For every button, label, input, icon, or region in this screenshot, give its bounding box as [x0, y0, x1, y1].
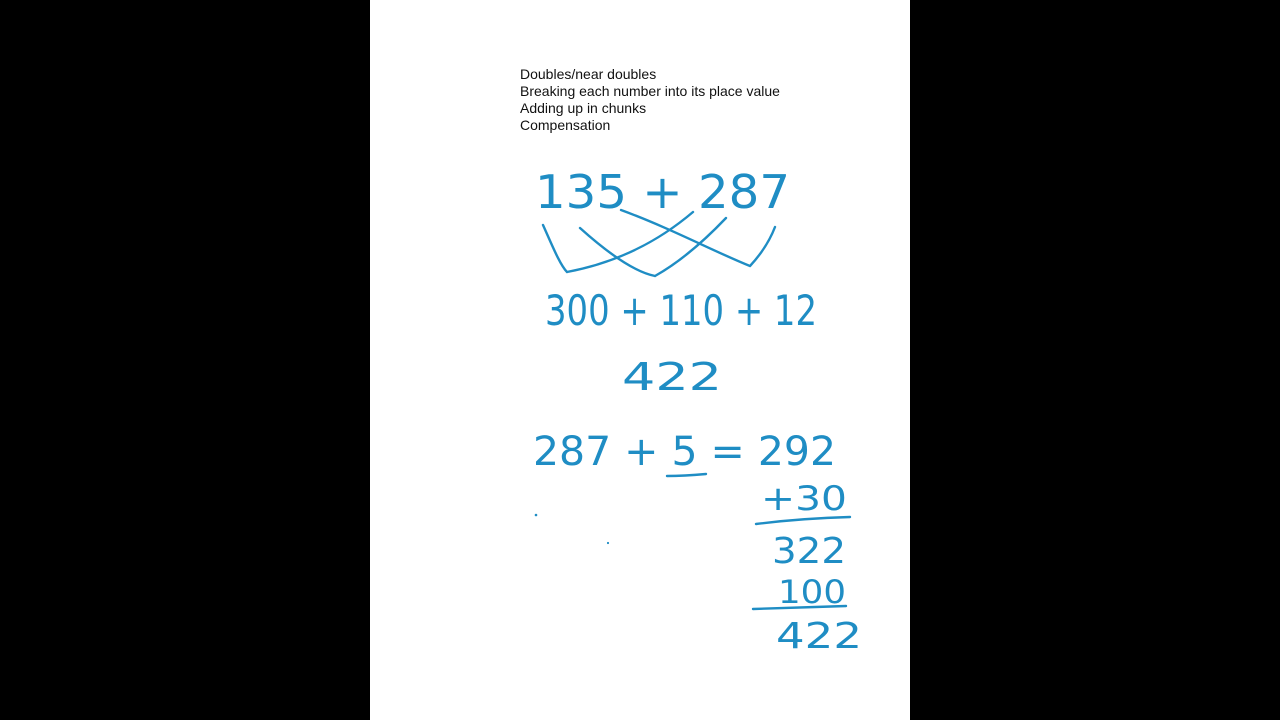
handwritten-sum: 422	[622, 355, 722, 399]
strategy-item: Adding up in chunks	[520, 100, 647, 116]
strategy-item: Doubles/near doubles	[520, 66, 657, 82]
ink-dot	[607, 542, 609, 544]
handwritten-compensation-line: 287 + 5 = 292	[533, 429, 836, 475]
handwritten-work	[370, 0, 910, 720]
strategy-item: Compensation	[520, 117, 611, 133]
handwritten-subtotal: 322	[772, 531, 846, 572]
handwritten-add-hundreds: 100	[778, 573, 846, 611]
handwritten-final-sum: 422	[776, 616, 862, 657]
whiteboard-page	[370, 0, 910, 720]
handwritten-add-tens: +30	[761, 479, 847, 519]
place-value-decomposition-lines	[543, 210, 775, 276]
ink-dot	[535, 514, 538, 517]
strategy-item: Breaking each number into its place value	[520, 83, 780, 99]
handwritten-problem: 135 + 287	[535, 165, 790, 219]
handwritten-partial-sums: 300 + 110 + 12	[545, 286, 817, 335]
